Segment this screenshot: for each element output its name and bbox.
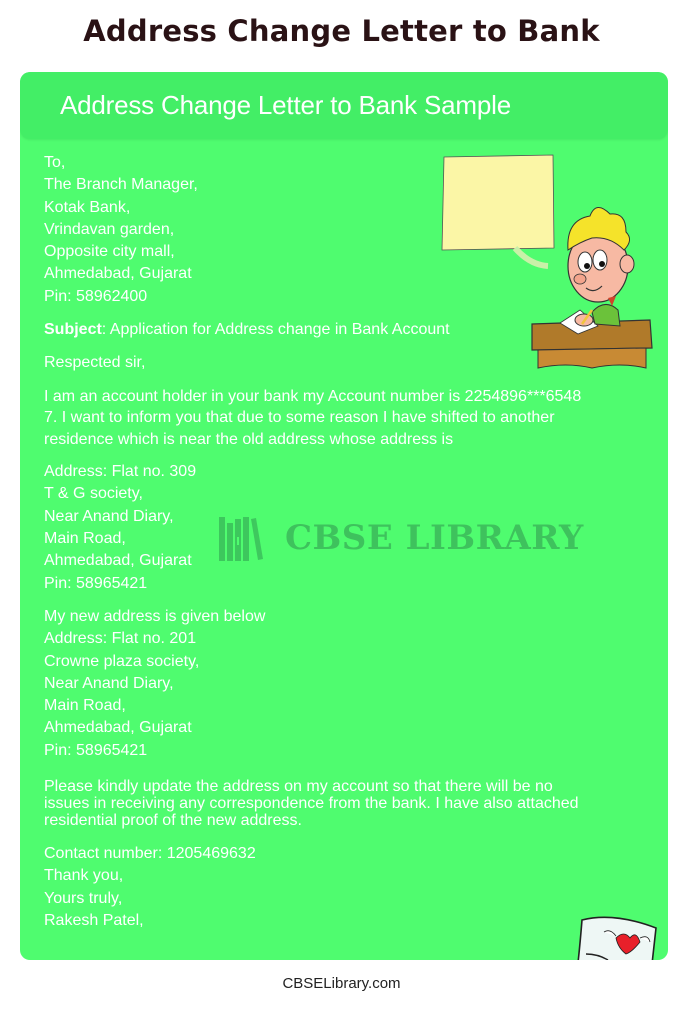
letter-envelope-illustration [544, 910, 668, 960]
page-title: Address Change Letter to Bank [83, 14, 600, 48]
new-address-line: My new address is given below [44, 607, 266, 625]
watermark-text: CBSE LIBRARY [285, 518, 584, 558]
old-address-line: Address: Flat no. 309 [44, 463, 197, 481]
letter-card [20, 72, 668, 960]
old-address-line: Pin: 58965421 [44, 574, 148, 592]
old-address-line: Near Anand Diary, [44, 507, 174, 525]
recipient-line: Opposite city mall, [44, 243, 175, 261]
new-address [44, 606, 654, 762]
recipient-line: Kotak Bank, [44, 198, 131, 216]
recipient-line: Vrindavan garden, [44, 220, 175, 238]
body-line: residence which is near the old address whose address is [44, 430, 454, 448]
request-line: Please kindly update the address on my account so that there will be no [44, 778, 553, 796]
new-address-line: Ahmedabad, Gujarat [44, 719, 192, 737]
old-address-line: Main Road, [44, 530, 126, 548]
new-address-line: Address: Flat no. 201 [44, 630, 197, 648]
body-line: I am an account holder in your bank my Account number is 2254896***6548 [44, 387, 582, 405]
recipient-line: The Branch Manager, [44, 176, 198, 194]
new-address-line: Near Anand Diary, [44, 674, 174, 692]
recipient-line: To, [44, 154, 66, 171]
request-line: issues in receiving any correspondence from the bank. I have also attached [44, 795, 579, 813]
card-header [20, 72, 668, 139]
new-address-line: Main Road, [44, 697, 126, 715]
closing-line: Yours truly, [44, 889, 123, 907]
recipient-line: Pin: 58962400 [44, 287, 148, 305]
closing-line: Thank you, [44, 867, 124, 885]
body-line: 7. I want to inform you that due to some reason I have shifted to another [44, 409, 555, 427]
contact-number: Contact number: 1205469632 [44, 845, 256, 863]
recipient-line: Ahmedabad, Gujarat [44, 265, 192, 283]
footer-source: CBSELibrary.com [282, 975, 401, 992]
new-address-line: Pin: 58965421 [44, 741, 148, 759]
signature-name: Rakesh Patel, [44, 911, 144, 929]
subject-label: Subject [44, 321, 102, 339]
body-paragraph [44, 386, 654, 451]
salutation: Respected sir, [44, 354, 146, 372]
new-address-line: Crowne plaza society, [44, 652, 200, 670]
card-header-title: Address Change Letter to Bank Sample [60, 90, 511, 120]
request-paragraph [44, 778, 654, 829]
old-address-line: T & G society, [44, 485, 143, 503]
old-address-line: Ahmedabad, Gujarat [44, 552, 192, 570]
subject-text: : Application for Address change in Bank Account [101, 321, 450, 339]
request-line: residential proof of the new address. [44, 812, 302, 830]
boy-writing-illustration [420, 140, 660, 375]
old-address [44, 461, 654, 595]
